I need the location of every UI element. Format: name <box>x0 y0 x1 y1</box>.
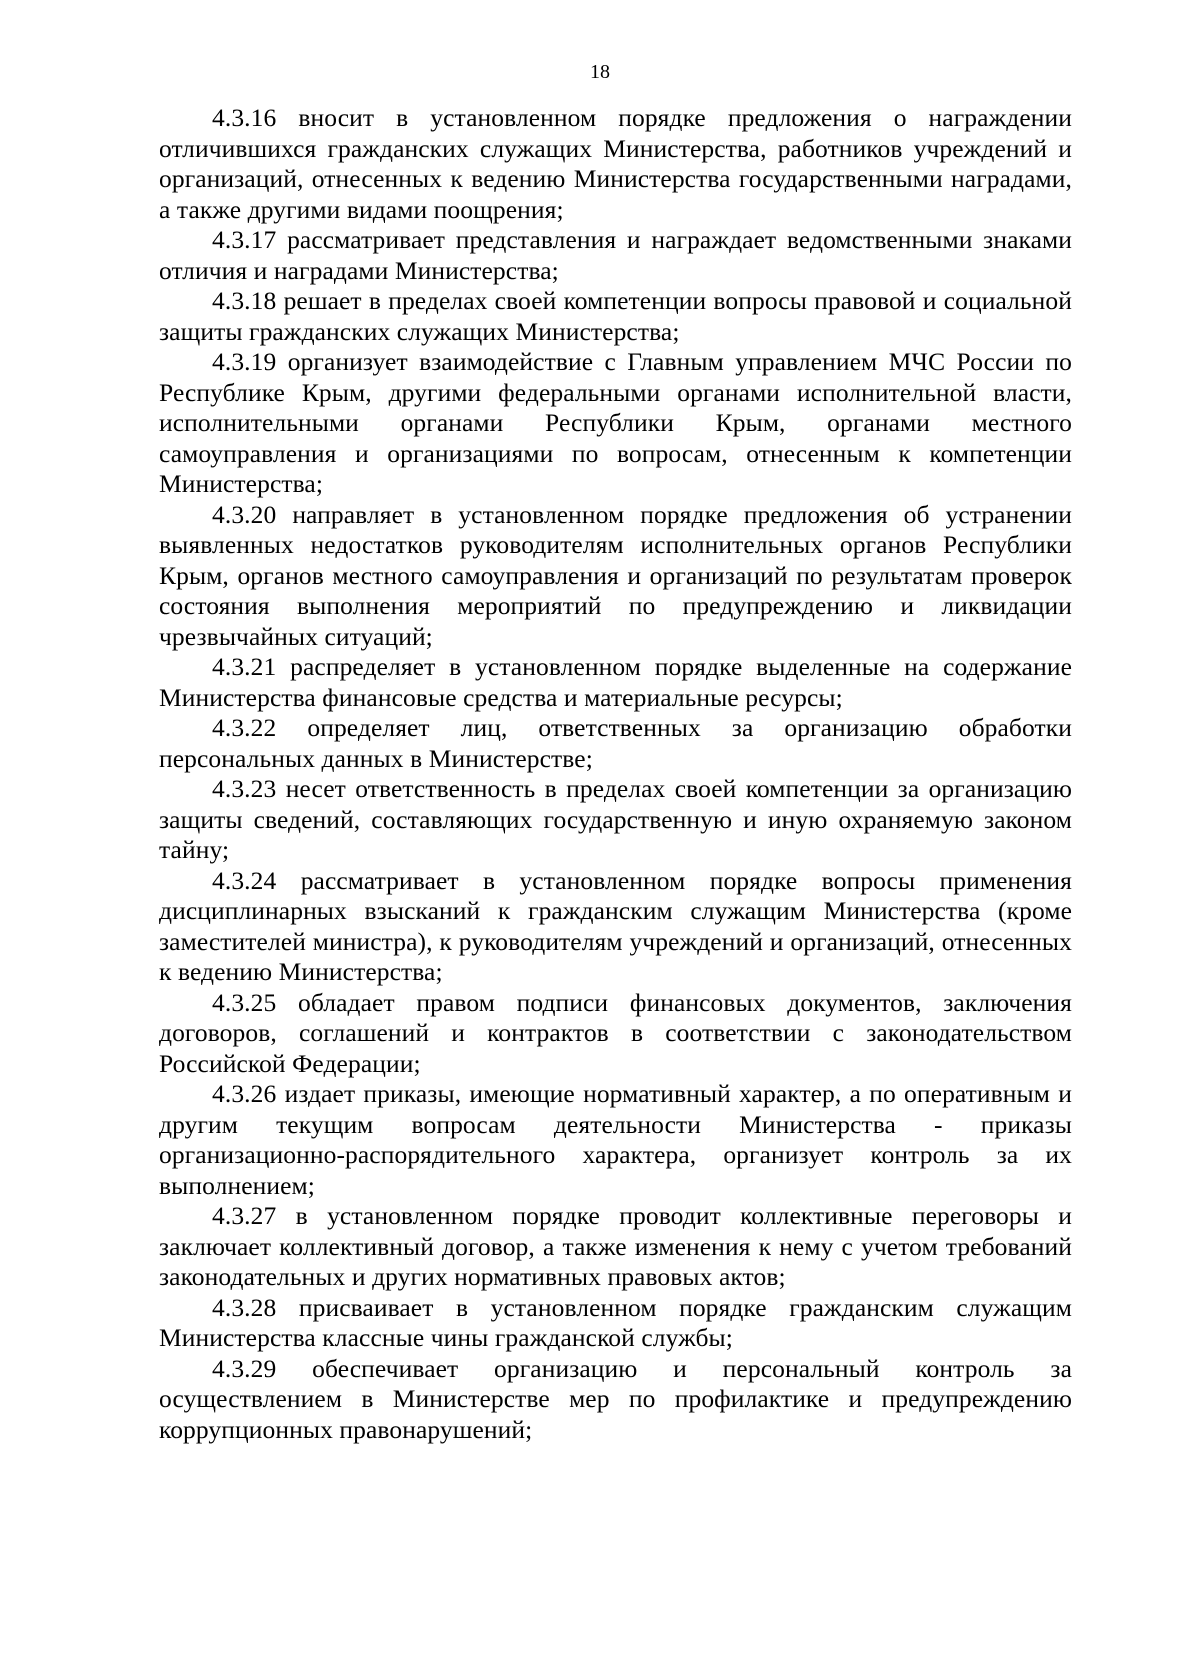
paragraph-number: 4.3.19 <box>212 347 277 376</box>
paragraph-text: направляет в установленном порядке предложения об устранении выявленных недостатков руководителям исполнительных органов Республики Крым, органов местного самоуправления и организаций по результатам проверок состояния выполнения мероприятий по предупреждению и ликвидации чрезвычайных ситуаций; <box>159 499 1072 651</box>
paragraph-number: 4.3.23 <box>212 774 277 803</box>
paragraph-4-3-18 <box>159 286 1072 347</box>
paragraph-number: 4.3.24 <box>212 865 277 895</box>
paragraph-4-3-23 <box>159 774 1072 866</box>
paragraph-text: обеспечивает организацию и персональный контроль за осуществлением в Министерстве мер по профилактике и предупреждению коррупционных правонарушений; <box>159 1353 1072 1444</box>
paragraph-4-3-29 <box>159 1354 1072 1446</box>
paragraph-number: 4.3.25 <box>212 987 277 1017</box>
paragraph-4-3-19 <box>159 347 1072 500</box>
paragraph-text: рассматривает представления и награждает ведомственными знаками отличия и наградами Министерства; <box>159 225 1072 285</box>
document-body <box>159 103 1072 1445</box>
paragraph-text: распределяет в установленном порядке выделенные на содержание Министерства финансовые средства и материальные ресурсы; <box>159 652 1072 712</box>
paragraph-number: 4.3.26 <box>212 1079 277 1108</box>
paragraph-number: 4.3.28 <box>212 1292 277 1322</box>
paragraph-number: 4.3.18 <box>212 286 277 315</box>
paragraph-4-3-21 <box>159 652 1072 713</box>
paragraph-4-3-28 <box>159 1293 1072 1354</box>
paragraph-number: 4.3.20 <box>212 499 277 529</box>
paragraph-number: 4.3.16 <box>212 103 277 132</box>
paragraph-number: 4.3.17 <box>212 225 277 254</box>
paragraph-4-3-20 <box>159 500 1072 653</box>
paragraph-text: обладает правом подписи финансовых документов, заключения договоров, соглашений и контрактов в соответствии с законодательством Российской Федерации; <box>159 987 1072 1078</box>
paragraph-text: издает приказы, имеющие нормативный характер, а по оперативным и другим текущим вопросам деятельности Министерства - приказы организационно-распорядительного характера, организует контроль за их выполнением; <box>159 1079 1072 1200</box>
paragraph-text: определяет лиц, ответственных за организацию обработки персональных данных в Министерстве; <box>159 713 1072 773</box>
paragraph-4-3-22 <box>159 713 1072 774</box>
paragraph-4-3-25 <box>159 988 1072 1080</box>
paragraph-number: 4.3.29 <box>212 1353 277 1383</box>
paragraph-number: 4.3.27 <box>212 1201 277 1230</box>
paragraph-text: организует взаимодействие с Главным управлением МЧС России по Республике Крым, другими федеральными органами исполнительной власти, исполнительными органами Республики Крым, органами местного самоуправления и организациями по вопросам, отнесенным к компетенции Министерства; <box>159 347 1072 498</box>
paragraph-text: решает в пределах своей компетенции вопросы правовой и социальной защиты гражданских служащих Министерства; <box>159 286 1073 346</box>
paragraph-text: рассматривает в установленном порядке вопросы применения дисциплинарных взысканий к гражданским служащим Министерства (кроме заместителей министра), к руководителям учреждений и организаций, отнесенных к ведению Министерства; <box>159 865 1073 986</box>
paragraph-text: присваивает в установленном порядке гражданским служащим Министерства классные чины гражданской службы; <box>159 1292 1072 1352</box>
paragraph-text: несет ответственность в пределах своей компетенции за организацию защиты сведений, составляющих государственную и иную охраняемую законом тайну; <box>159 774 1072 864</box>
paragraph-number: 4.3.21 <box>212 652 277 681</box>
paragraph-4-3-26 <box>159 1079 1072 1201</box>
paragraph-4-3-16 <box>159 103 1072 225</box>
paragraph-4-3-17 <box>159 225 1072 286</box>
paragraph-4-3-24 <box>159 866 1072 988</box>
paragraph-text: в установленном порядке проводит коллективные переговоры и заключает коллективный договор, а также изменения к нему с учетом требований законодательных и других нормативных правовых актов; <box>159 1201 1072 1291</box>
paragraph-number: 4.3.22 <box>212 713 277 742</box>
paragraph-4-3-27 <box>159 1201 1072 1293</box>
paragraph-text: вносит в установленном порядке предложения о награждении отличившихся гражданских служащих Министерства, работников учреждений и организаций, отнесенных к ведению Министерства государственными наградами, а также другими видами поощрения; <box>159 103 1073 224</box>
page-number: 18 <box>590 61 610 83</box>
